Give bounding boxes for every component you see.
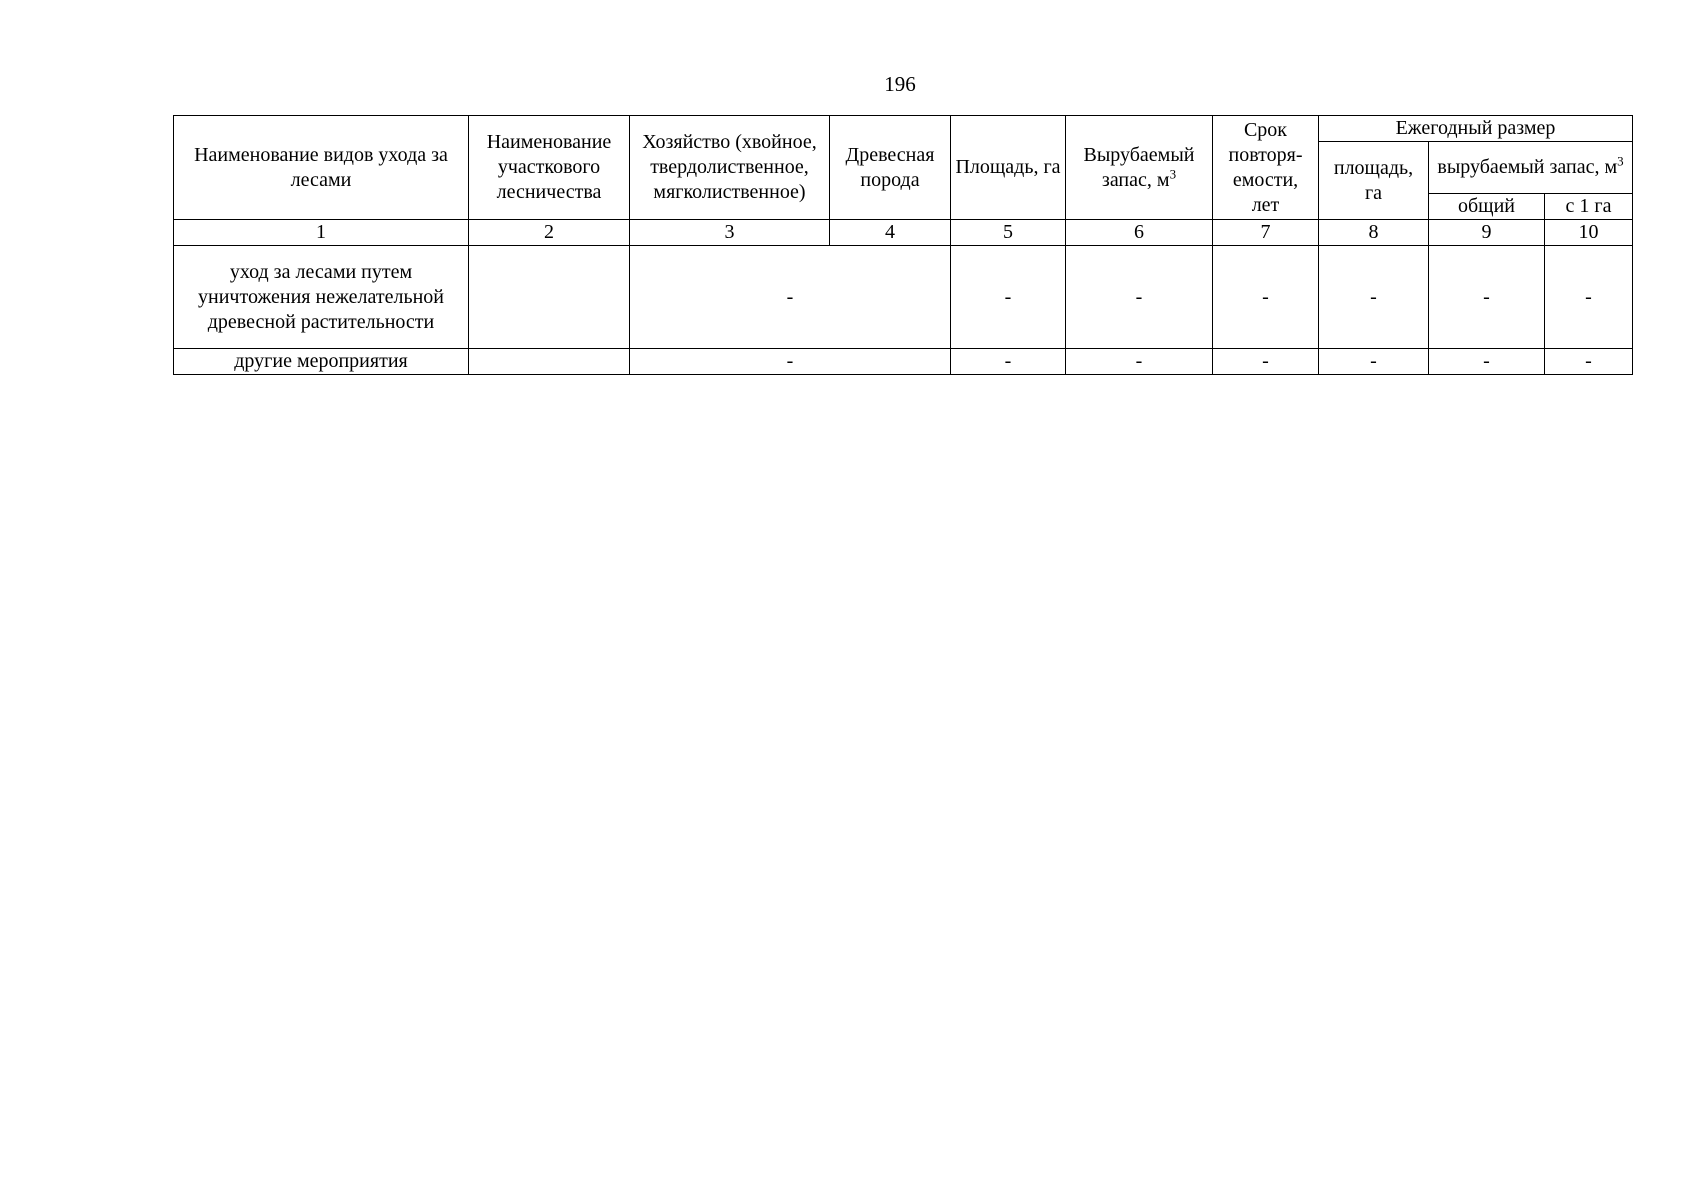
row-cut-volume: - [1066, 246, 1213, 349]
row-economy-species: - [630, 246, 951, 349]
column-number: 6 [1066, 220, 1213, 246]
row-forestry [469, 349, 630, 375]
row-annual-area: - [1319, 349, 1429, 375]
row-care-type: другие мероприятия [174, 349, 469, 375]
row-annual-per-ha: - [1545, 349, 1633, 375]
header-annual-size: Ежегодный размер [1319, 116, 1633, 142]
column-number: 2 [469, 220, 630, 246]
column-number: 4 [830, 220, 951, 246]
header-cut-volume [1066, 116, 1213, 220]
column-number: 10 [1545, 220, 1633, 246]
row-area: - [951, 246, 1066, 349]
header-repeat-period: Срок повторя-емости, лет [1213, 116, 1319, 220]
row-forestry [469, 246, 630, 349]
header-annual-total: общий [1429, 194, 1545, 220]
header-area: Площадь, га [951, 116, 1066, 220]
column-number-row [174, 220, 1633, 246]
header-annual-per-ha: с 1 га [1545, 194, 1633, 220]
row-repeat-period: - [1213, 349, 1319, 375]
row-area: - [951, 349, 1066, 375]
header-annual-volume-sup: 3 [1617, 153, 1624, 169]
header-cut-volume-sup: 3 [1169, 165, 1177, 181]
column-number: 7 [1213, 220, 1319, 246]
row-annual-total: - [1429, 349, 1545, 375]
row-economy-species: - [630, 349, 951, 375]
header-tree-species: Древесная порода [830, 116, 951, 220]
header-row [174, 116, 1633, 142]
header-cut-volume-label: Вырубаемый запас, м [1083, 143, 1195, 191]
header-annual-volume [1429, 142, 1633, 194]
header-annual-volume-label: вырубаемый запас, м [1437, 156, 1618, 178]
row-care-type: уход за лесами путем уничтожения нежелательной древесной растительности [174, 246, 469, 349]
page-number: 196 [884, 72, 916, 96]
header-annual-area: площадь, га [1319, 142, 1429, 220]
row-annual-per-ha: - [1545, 246, 1633, 349]
header-forestry: Наименование участкового лесничества [469, 116, 630, 220]
column-number: 5 [951, 220, 1066, 246]
row-repeat-period: - [1213, 246, 1319, 349]
row-annual-area: - [1319, 246, 1429, 349]
column-number: 8 [1319, 220, 1429, 246]
table-row [174, 349, 1633, 375]
row-cut-volume: - [1066, 349, 1213, 375]
column-number: 1 [174, 220, 469, 246]
table-row [174, 246, 1633, 349]
column-number: 9 [1429, 220, 1545, 246]
header-care-type: Наименование видов ухода за лесами [174, 116, 469, 220]
column-number: 3 [630, 220, 830, 246]
row-annual-total: - [1429, 246, 1545, 349]
header-economy: Хозяйство (хвойное, твердолиственное, мягколиственное) [630, 116, 830, 220]
forest-care-table [173, 115, 1633, 375]
